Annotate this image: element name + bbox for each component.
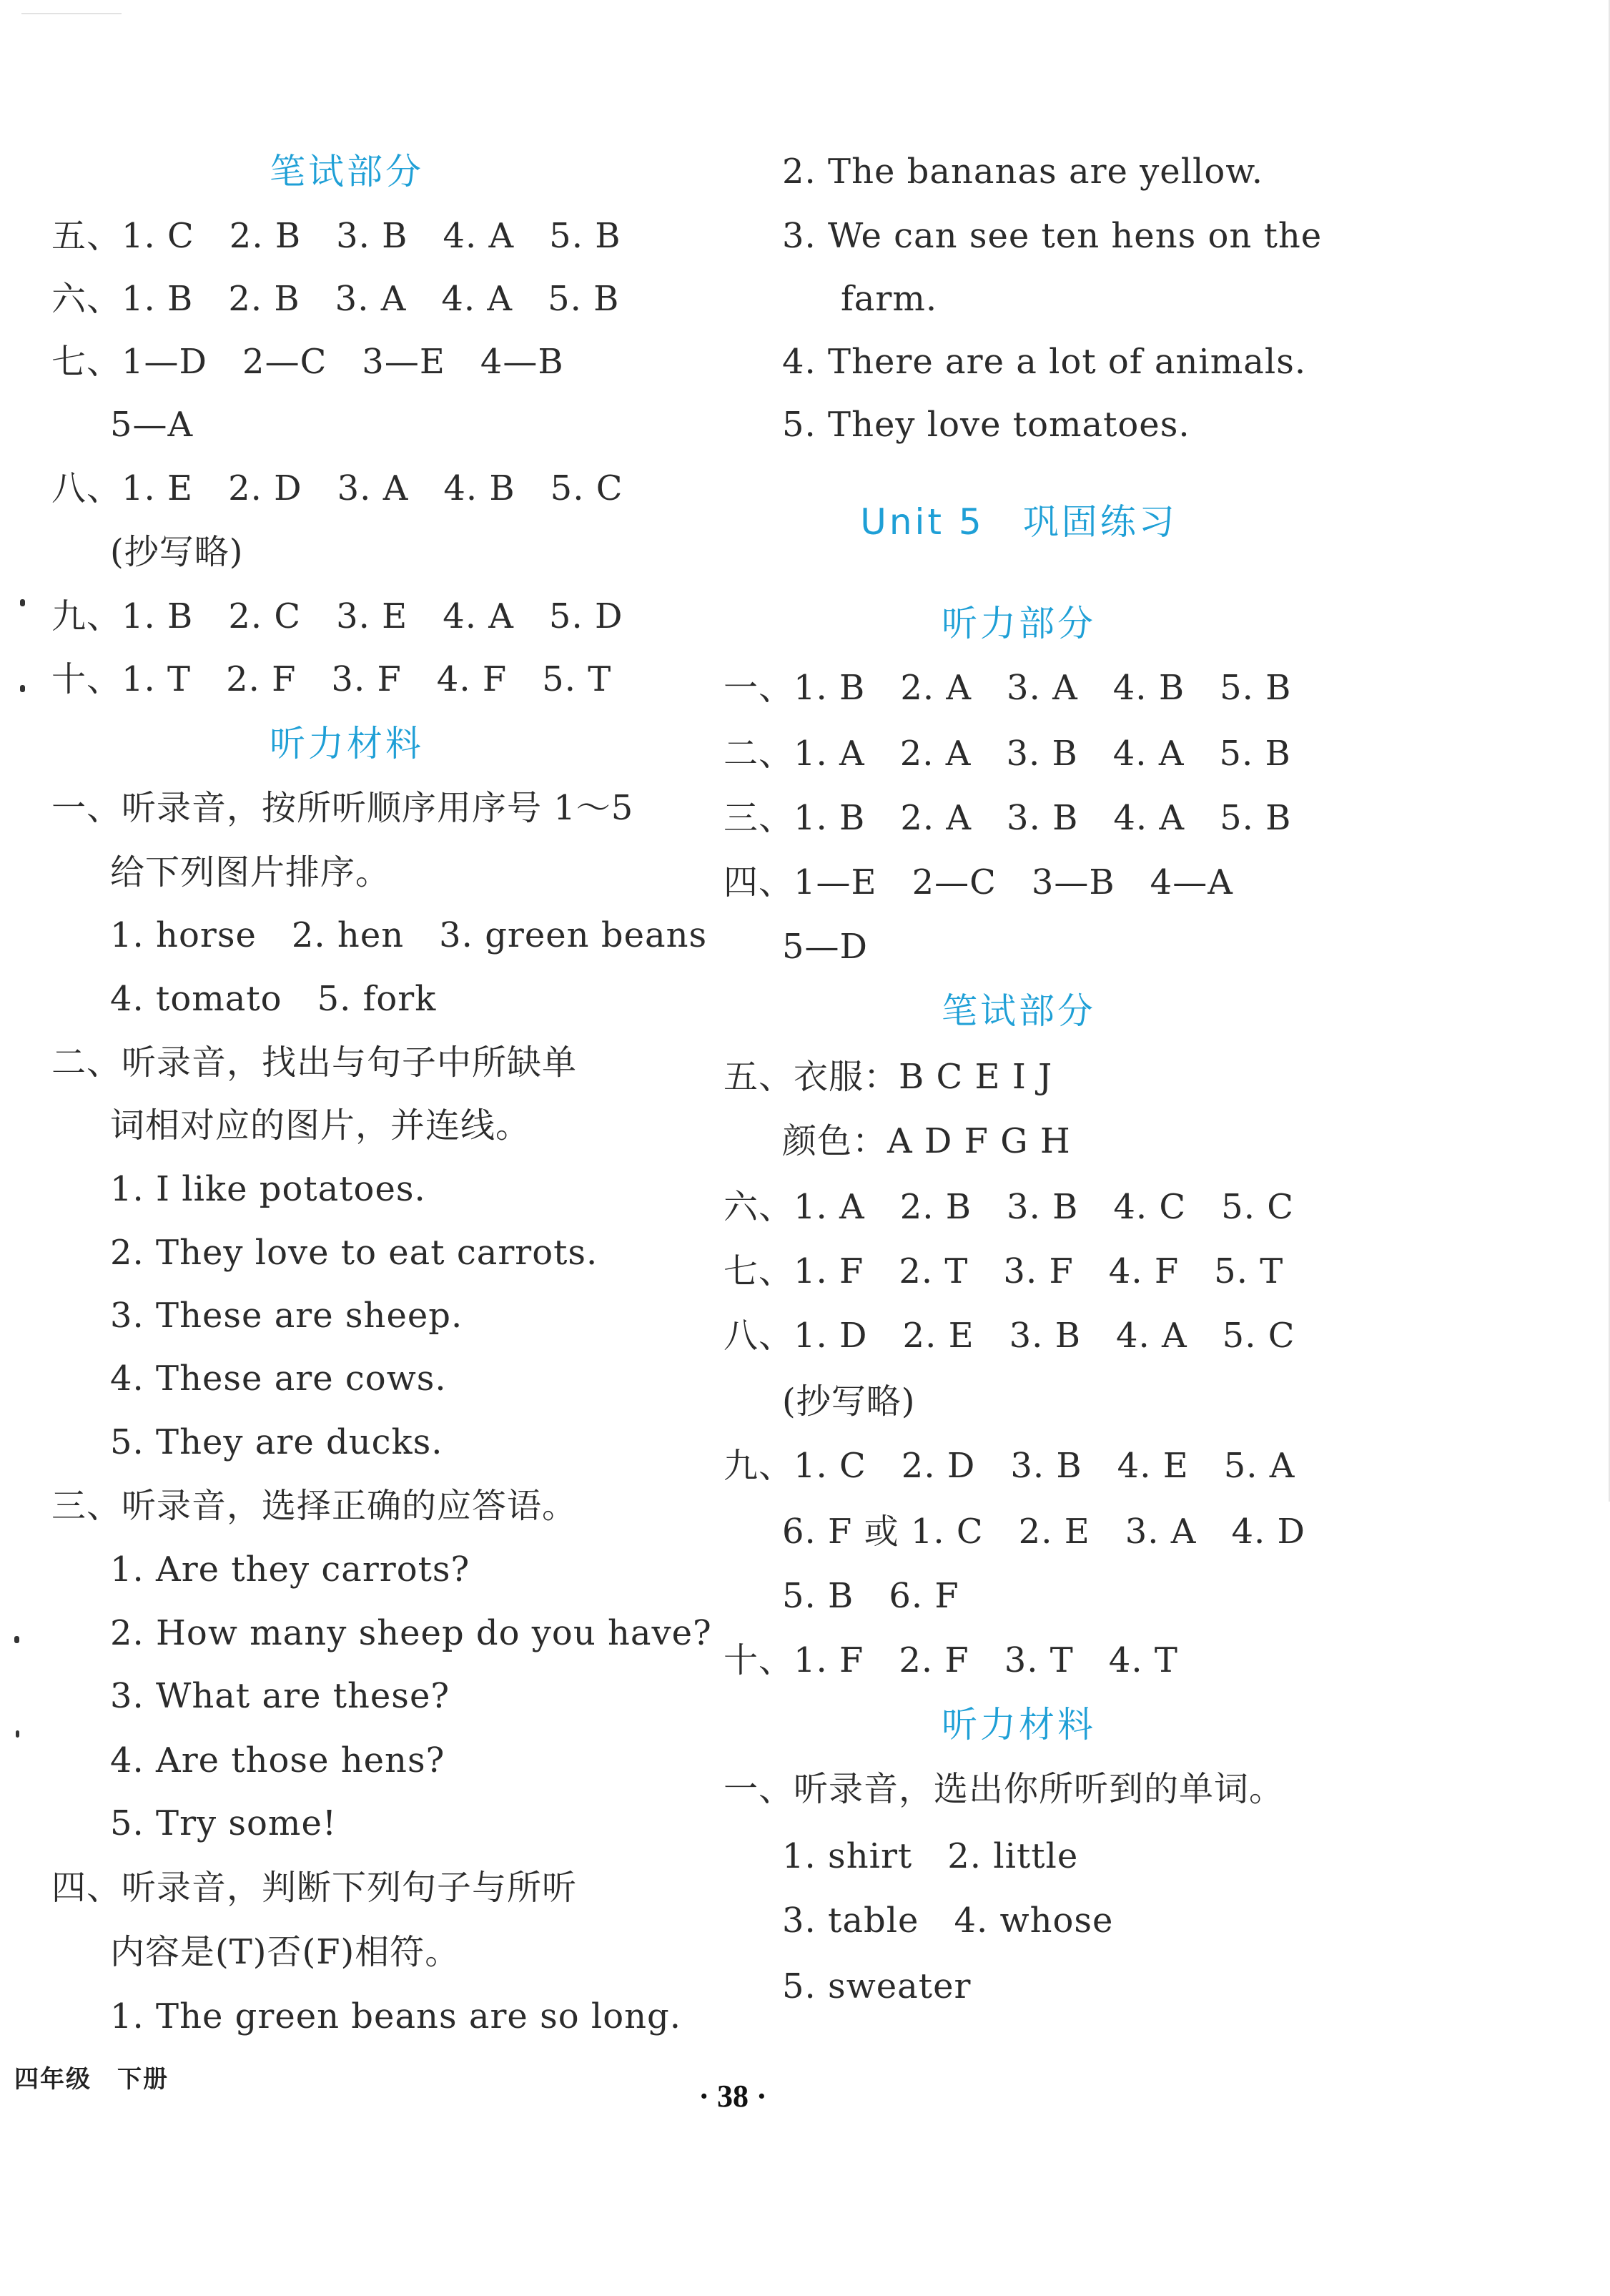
answer-line-indented: 3. These are sheep. — [110, 1296, 463, 1336]
margin-dot — [20, 599, 25, 606]
section-heading: Unit 5 巩固练习 — [860, 501, 1177, 543]
answer-line: 四、听录音，判断下列句子与所听 — [51, 1868, 578, 1908]
section-heading: 笔试部分 — [942, 990, 1096, 1032]
answer-line-indented: 给下列图片排序。 — [110, 852, 391, 892]
margin-dot — [14, 1636, 19, 1643]
answer-line-indented: 1. I like potatoes. — [110, 1169, 426, 1209]
margin-dot — [16, 1730, 19, 1738]
section-heading: 听力部分 — [942, 603, 1096, 644]
corner-mark — [21, 13, 122, 14]
answer-line: 二、1. A 2. A 3. B 4. A 5. B — [723, 734, 1291, 774]
answer-line: 十、1. F 2. F 3. T 4. T — [723, 1640, 1178, 1680]
answer-line-indented: 2. How many sheep do you have? — [110, 1613, 712, 1653]
answer-line: 一、1. B 2. A 3. A 4. B 5. B — [723, 668, 1292, 708]
answer-line-indented: 5. B 6. F — [782, 1576, 959, 1616]
answer-line-indented: 4. Are those hens? — [110, 1740, 445, 1780]
page-number: · 38 · — [698, 2079, 767, 2114]
answer-line-indented: (抄写略) — [782, 1381, 916, 1422]
answer-line-indented: 4. These are cows. — [110, 1359, 447, 1399]
answer-line: 八、1. D 2. E 3. B 4. A 5. C — [723, 1316, 1295, 1356]
answer-line: 八、1. E 2. D 3. A 4. B 5. C — [51, 468, 623, 508]
answer-line: 五、1. C 2. B 3. B 4. A 5. B — [51, 216, 621, 256]
section-heading: 听力材料 — [942, 1704, 1096, 1745]
answer-line: 九、1. C 2. D 3. B 4. E 5. A — [723, 1446, 1295, 1486]
answer-line-indented: 词相对应的图片，并连线。 — [110, 1105, 531, 1145]
answer-line: 七、1. F 2. T 3. F 4. F 5. T — [723, 1251, 1284, 1291]
answer-line-indented: 1. horse 2. hen 3. green beans — [110, 915, 708, 955]
margin-dot — [20, 685, 25, 692]
answer-line-indented: 6. F 或 1. C 2. E 3. A 4. D — [782, 1512, 1306, 1552]
answer-line-indented: 3. What are these? — [110, 1676, 450, 1716]
answer-line-indented: 5—D — [782, 927, 869, 967]
footer-grade: 四年级 下册 — [14, 2065, 169, 2094]
answer-line-indented: 1. The green beans are so long. — [110, 1996, 682, 2036]
answer-line-indented: 2. They love to eat carrots. — [110, 1233, 598, 1273]
answer-line-indented: 5. They are ducks. — [110, 1422, 443, 1462]
answer-line-indented: 1. shirt 2. little — [782, 1836, 1079, 1876]
answer-line: 十、1. T 2. F 3. F 4. F 5. T — [51, 659, 612, 699]
answer-line-indented: 5. sweater — [782, 1966, 972, 2006]
answer-line-indented: 颜色：A D F G H — [782, 1121, 1071, 1161]
answer-line: 一、听录音，选出你所听到的单词。 — [723, 1769, 1285, 1809]
section-heading: 听力材料 — [270, 723, 424, 764]
answer-line-indented: 1. Are they carrots? — [110, 1549, 470, 1590]
answer-line: 七、1—D 2—C 3—E 4—B — [51, 342, 564, 382]
answer-line: 三、1. B 2. A 3. B 4. A 5. B — [723, 798, 1292, 838]
answer-line-indented: 3. table 4. whose — [782, 1901, 1114, 1941]
section-heading: 笔试部分 — [270, 151, 424, 192]
answer-line-indented: 2. The bananas are yellow. — [782, 152, 1263, 192]
answer-line: 九、1. B 2. C 3. E 4. A 5. D — [51, 596, 623, 636]
answer-line-indented: 4. There are a lot of animals. — [782, 342, 1307, 382]
answer-line: 四、1—E 2—C 3—B 4—A — [723, 862, 1233, 902]
answer-line: 二、听录音，找出与句子中所缺单 — [51, 1043, 578, 1083]
answer-line-indented: 5. Try some! — [110, 1803, 337, 1843]
answer-line-indented: farm. — [841, 279, 938, 319]
answer-line: 六、1. B 2. B 3. A 4. A 5. B — [51, 279, 620, 319]
answer-line: 三、听录音，选择正确的应答语。 — [51, 1486, 578, 1526]
answer-line-indented: 内容是(T)否(F)相符。 — [110, 1932, 460, 1972]
answer-line-indented: 4. tomato 5. fork — [110, 979, 437, 1019]
answer-line: 六、1. A 2. B 3. B 4. C 5. C — [723, 1187, 1294, 1227]
answer-line-indented: 3. We can see ten hens on the — [782, 216, 1323, 256]
answer-line-indented: 5. They love tomatoes. — [782, 405, 1190, 445]
answer-line-indented: 5—A — [110, 405, 194, 445]
answer-line-indented: (抄写略) — [110, 532, 244, 572]
answer-line: 五、衣服：B C E I J — [723, 1057, 1053, 1097]
answer-line: 一、听录音，按所听顺序用序号 1～5 — [51, 788, 634, 828]
